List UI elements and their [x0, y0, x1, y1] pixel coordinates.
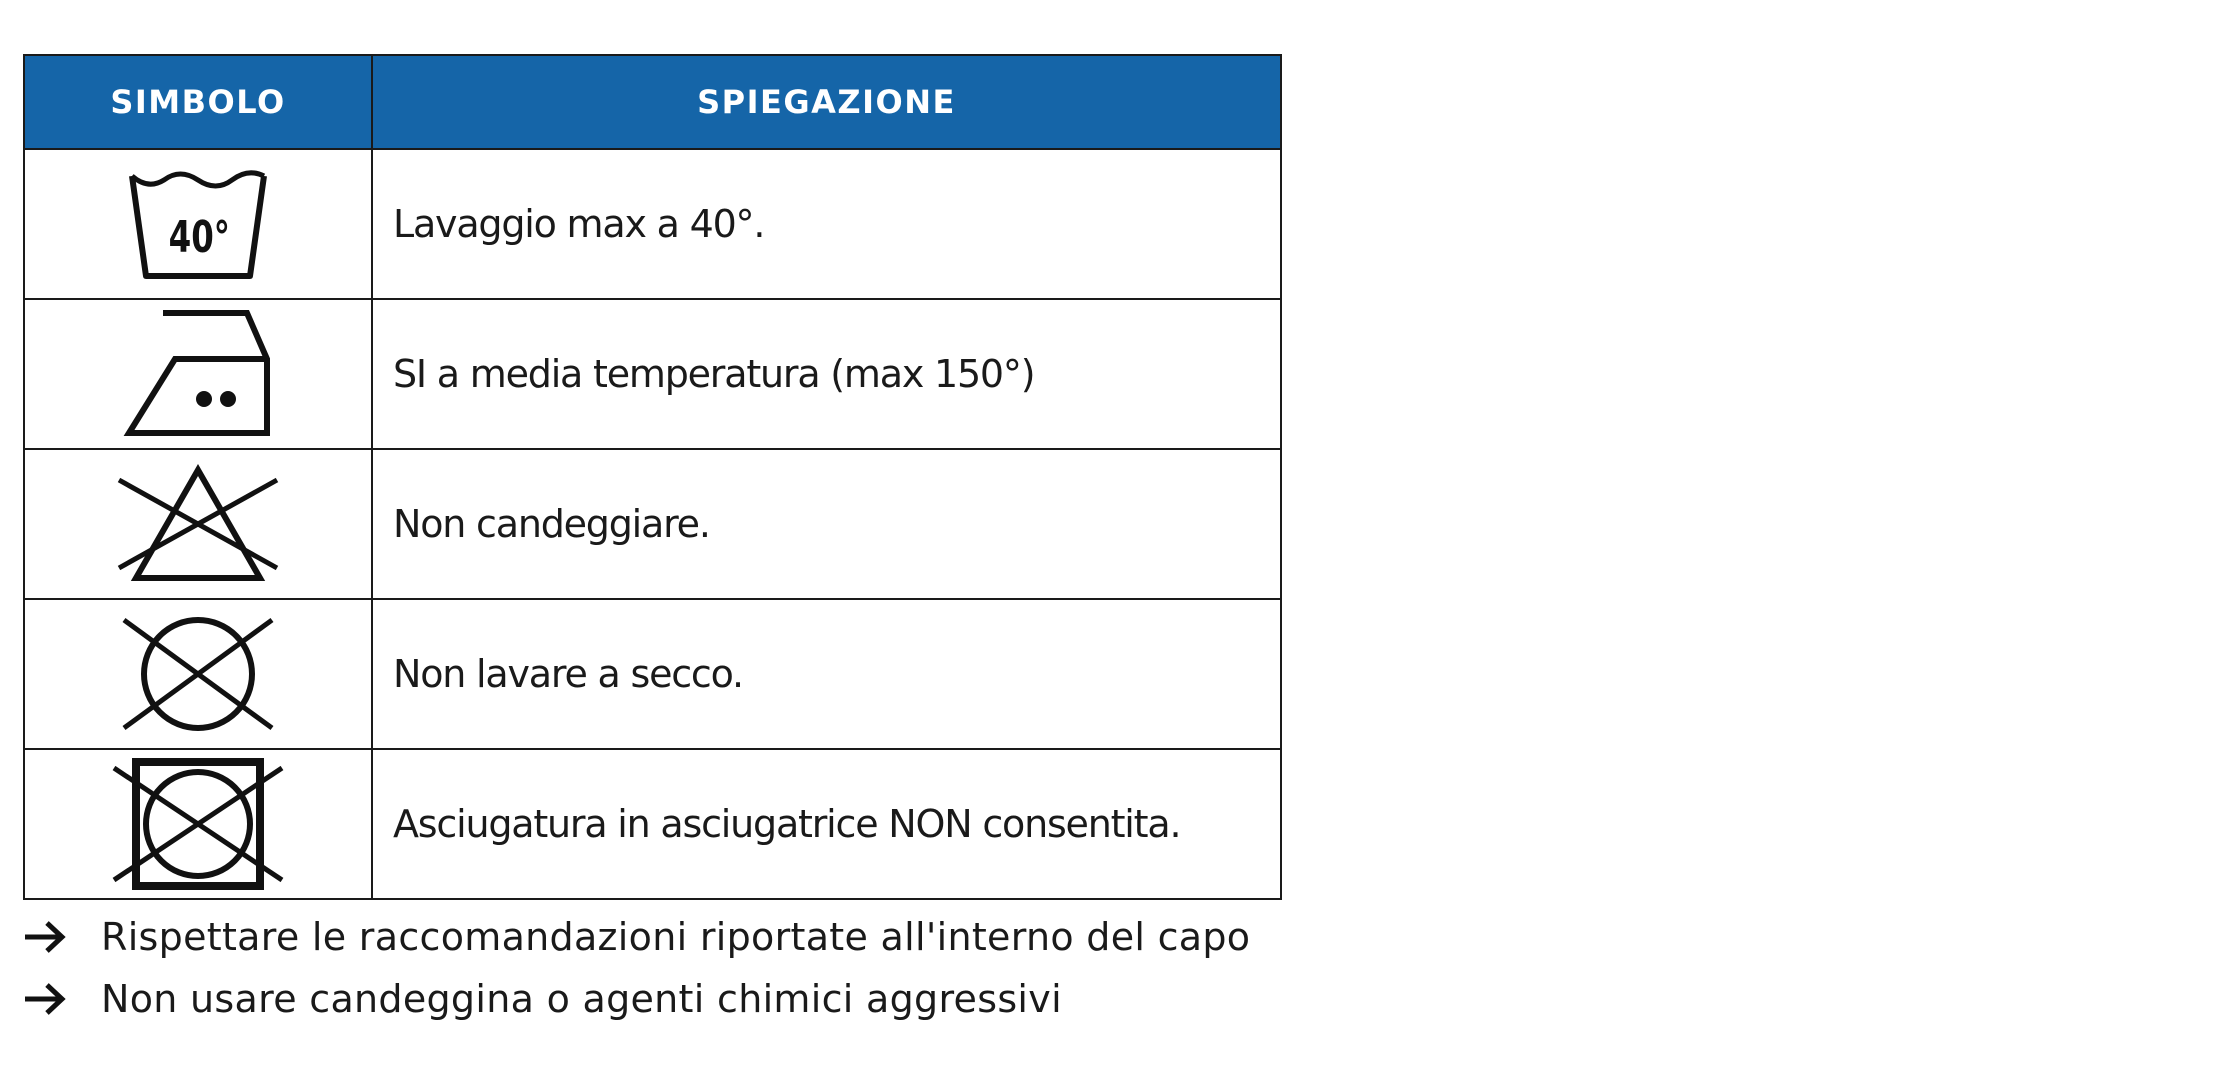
table-row	[24, 449, 1281, 599]
do-not-bleach-icon	[115, 464, 281, 584]
note-text: Rispettare le raccomandazioni riportate all'interno del capo	[101, 915, 1251, 959]
explanation-text: Non lavare a secco.	[372, 599, 1281, 749]
iron-medium-temperature-icon	[123, 309, 273, 439]
arrow-right-icon	[23, 982, 101, 1016]
table-header-row	[24, 55, 1281, 149]
note-text: Non usare candeggina o agenti chimici aggressivi	[101, 977, 1062, 1021]
table-row	[24, 149, 1281, 299]
do-not-dry-clean-icon	[120, 612, 276, 736]
do-not-tumble-dry-icon	[110, 758, 286, 890]
care-notes	[23, 906, 1323, 1030]
table-row	[24, 749, 1281, 899]
explanation-text: Non candeggiare.	[372, 449, 1281, 599]
header-explanation: SPIEGAZIONE	[372, 55, 1281, 149]
explanation-text: Lavaggio max a 40°.	[372, 149, 1281, 299]
wash-40-icon	[128, 164, 268, 284]
table-row	[24, 599, 1281, 749]
care-instructions-table	[23, 54, 1282, 900]
arrow-right-icon	[23, 920, 101, 954]
explanation-text: SI a media temperatura (max 150°)	[372, 299, 1281, 449]
wash-temperature-label: 40°	[168, 212, 231, 263]
list-item	[23, 968, 1323, 1030]
table-row	[24, 299, 1281, 449]
list-item	[23, 906, 1323, 968]
header-symbol: SIMBOLO	[24, 55, 372, 149]
explanation-text: Asciugatura in asciugatrice NON consentita.	[372, 749, 1281, 899]
